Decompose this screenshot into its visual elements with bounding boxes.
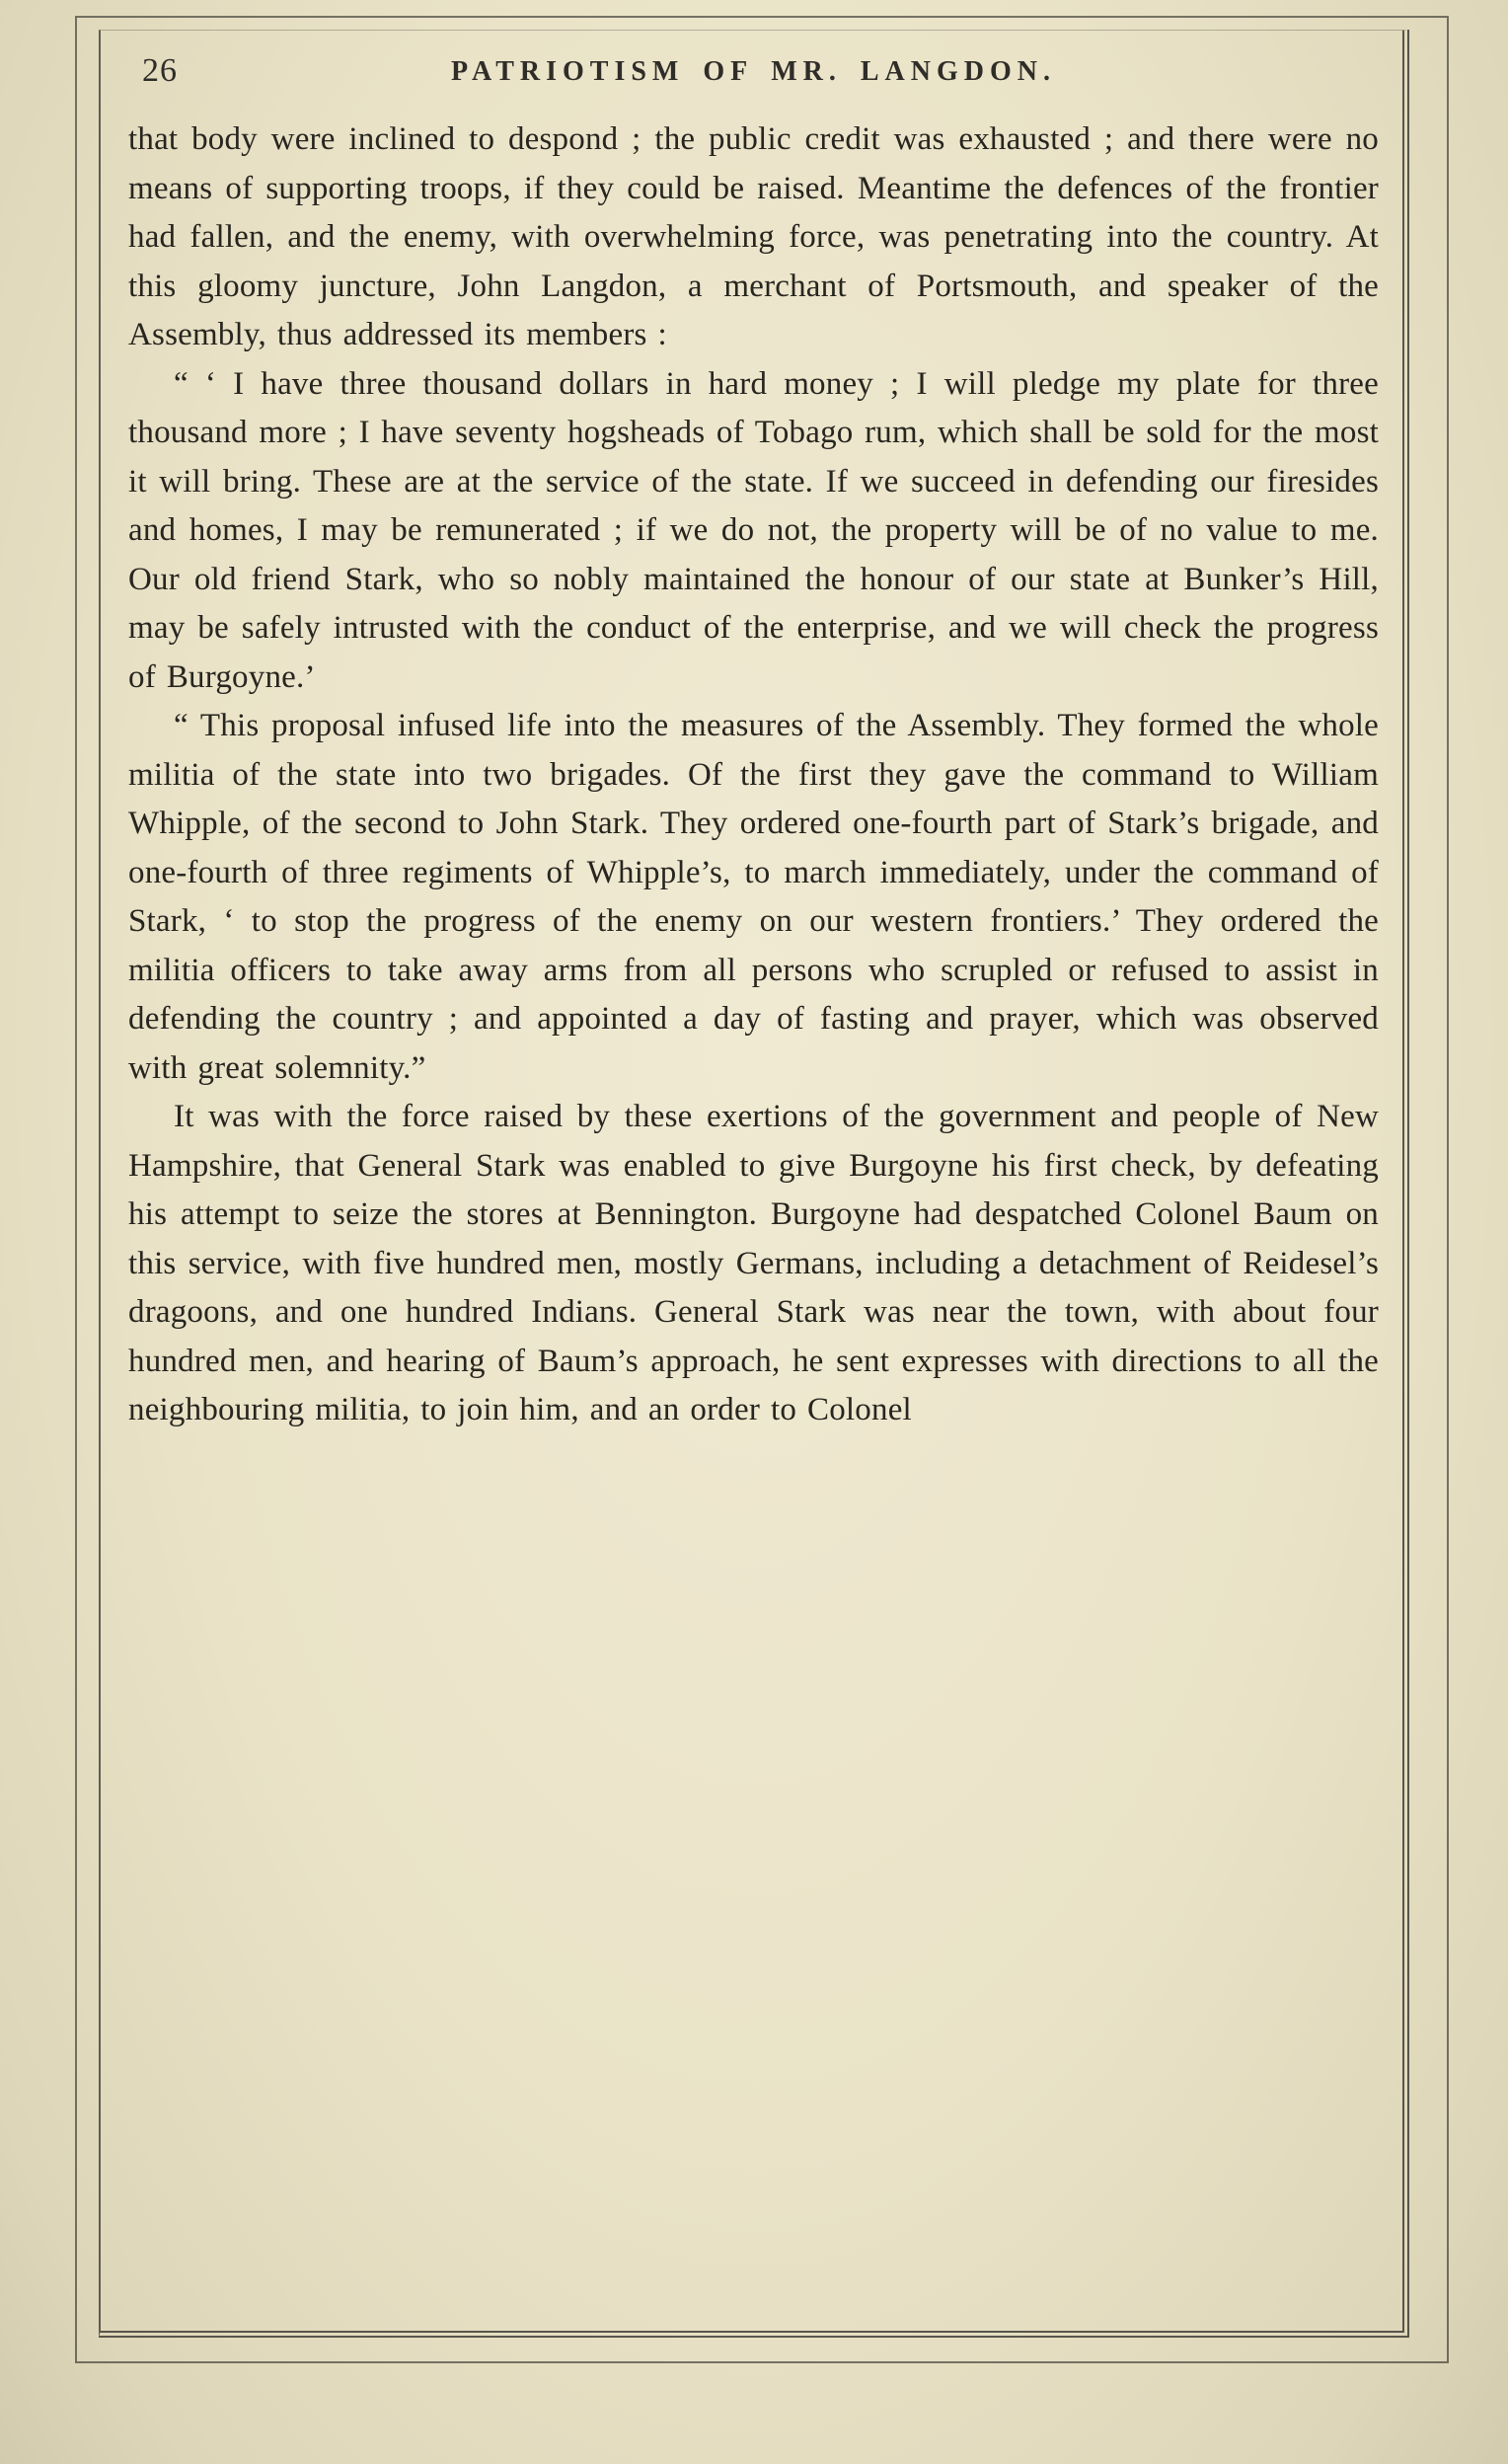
page-title: PATRIOTISM OF MR. LANGDON.	[451, 56, 1056, 87]
paragraph: that body were inclined to despond ; the public credit was exhausted ; and there were no means of supporting troops, if they could be raised. Meantime the defences of the frontier had fallen, and the enemy, with overwhelming force, was penetrating into the country. At this gloomy juncture, John Langdon, a merchant of Portsmouth, and speaker of the Assembly, thus addressed its members :	[128, 121, 1379, 352]
page-number: 26	[142, 52, 178, 89]
page-body	[128, 116, 1379, 1435]
paragraph: “ ‘ I have three thousand dollars in hard money ; I will pledge my plate for three thousand more ; I have seventy hogsheads of Tobago rum, which shall be sold for the most it will bring. These are at the service of the state. If we succeed in defending our firesides and homes, I may be remunerated ; if we do not, the property will be of no value to me. Our old friend Stark, who so nobly maintained the honour of our state at Bunker’s Hill, may be safely intrusted with the conduct of the enterprise, and we will check the progress of Burgoyne.’	[128, 365, 1379, 695]
paragraph: It was with the force raised by these exertions of the government and people of New Hampshire, that General Stark was enabled to give Burgoyne his first check, by defeating his attempt to seize the stores at Bennington. Burgoyne had despatched Colonel Baum on this service, with five hundred men, mostly Germans, including a detachment of Reidesel’s dragoons, and one hundred Indians. General Stark was near the town, with about four hundred men, and hearing of Baum’s approach, he sent expresses with directions to all the neighbouring militia, to join him, and an order to Colonel	[128, 1099, 1379, 1427]
running-header	[128, 42, 1379, 106]
paragraph: “ This proposal infused life into the measures of the Assembly. They formed the whole militia of the state into two brigades. Of the first they gave the command to William Whipple, of the second to John Stark. They ordered one-fourth part of Stark’s brigade, and one-fourth of three regiments of Whipple’s, to march immediately, under the command of Stark, ‘ to stop the progress of the enemy on our western frontiers.’ They ordered the militia officers to take away arms from all persons who scrupled or refused to assist in defending the country ; and appointed a day of fasting and prayer, which was observed with great solemnity.”	[128, 708, 1379, 1086]
page-inner-border	[99, 30, 1409, 2338]
